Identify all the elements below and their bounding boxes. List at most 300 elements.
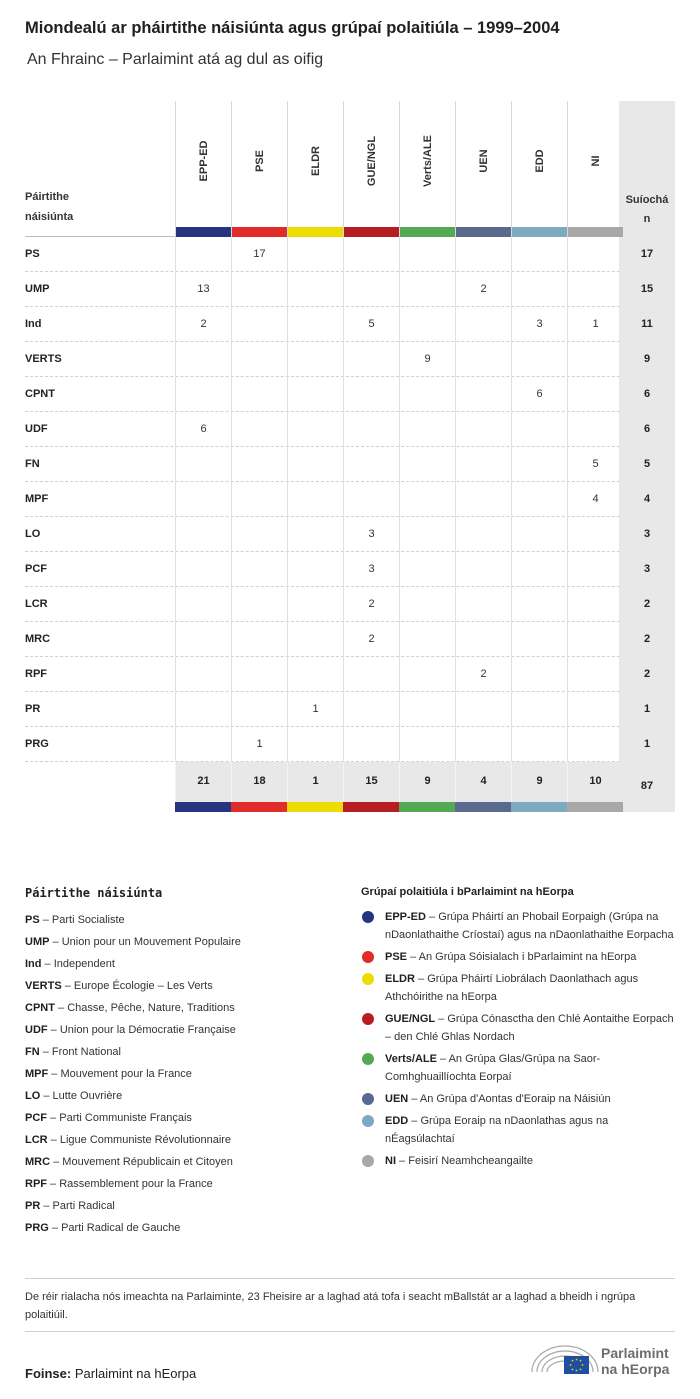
seat-cell [399,272,455,307]
legend-name: Rassemblement pour la France [59,1178,213,1190]
party-name: RPF [25,668,47,680]
legend-abbr: EDD [385,1115,409,1127]
party-name: MPF [25,493,49,505]
seat-cell [175,622,231,657]
totals-row [25,762,675,812]
party-name: CPNT [25,388,55,400]
legend-item: PRG – Parti Radical de Gauche [25,1222,181,1234]
seat-cell [175,657,231,692]
seat-cell [175,482,231,517]
seat-cell [511,727,567,762]
legend-name: Grúpa Pháirtí Liobrálach Daonlathach agus Athchóirithe na hEorpa [385,973,639,1003]
color-dot-icon [362,1013,374,1025]
seat-cell [455,727,511,762]
color-dot-icon [362,911,374,923]
seat-cell [343,412,399,447]
seat-cell [287,622,343,657]
legend-name: Ligue Communiste Révolutionnaire [59,1134,232,1146]
legend-name: Union pour un Mouvement Populaire [61,936,241,948]
seat-cell [511,237,567,272]
seat-cell: 2 [343,622,399,657]
seat-cell [399,622,455,657]
legend-abbr: PRG [25,1222,49,1234]
seat-cell [231,587,287,622]
legend-name: Grúpa Eoraip na nDaonlathas agus na nÉagsúlachtaí [385,1115,609,1145]
seat-cell [287,412,343,447]
seat-cell [511,657,567,692]
party-name: LCR [25,598,48,610]
row-total: 6 [619,377,675,412]
seat-cell [343,727,399,762]
legend-name: Mouvement Républicain et Citoyen [62,1156,233,1168]
table-row [25,272,675,307]
legend-item: NI – Feisirí Neamhcheangailte [361,1152,677,1170]
seat-cell [175,447,231,482]
seat-cell [567,272,623,307]
seat-cell [231,307,287,342]
table-row [25,237,675,272]
legend-name: Grúpa Pháirtí an Phobail Eorpaigh (Grúpa na nDaonlathaithe Críostaí) agus na nDaonlathaithe Eorpacha [385,911,674,941]
seat-cell [343,377,399,412]
group-label: UEN [477,149,490,173]
source-line [25,1366,196,1381]
color-dot-icon [362,1155,374,1167]
group-color-bar [287,802,343,812]
party-name: UDF [25,423,48,435]
group-legend [361,886,677,1174]
seat-cell: 1 [287,692,343,727]
seat-cell [175,377,231,412]
party-name: Ind [25,318,42,330]
seat-cell: 1 [231,727,287,762]
seat-cell [399,727,455,762]
seat-cell [567,657,623,692]
seat-cell [231,412,287,447]
legend-item: PCF – Parti Communiste Français [25,1112,192,1124]
legend-abbr: Ind [25,958,42,970]
seat-cell: 2 [343,587,399,622]
seat-cell [399,237,455,272]
group-column-header [399,101,455,237]
seat-cell [399,412,455,447]
legend-abbr: UMP [25,936,50,948]
seat-cell [511,517,567,552]
legend-item: UEN – An Grúpa d'Aontas d'Eoraip na Náisiún [361,1090,677,1108]
group-column-header [511,101,567,237]
grand-total: 87 [619,762,675,812]
row-total: 2 [619,657,675,692]
seat-cell [567,587,623,622]
legend-abbr: FN [25,1046,40,1058]
group-color-bar [344,227,399,237]
seat-cell: 3 [343,552,399,587]
seat-cell [175,727,231,762]
seat-cell [343,237,399,272]
seat-cell [287,482,343,517]
seat-cell [399,692,455,727]
seat-cell [287,657,343,692]
party-name: LO [25,528,41,540]
table-row [25,692,675,727]
seat-cell [399,307,455,342]
group-total: 15 [343,762,399,802]
party-header-line1: Páirtithe [25,191,70,203]
row-total: 4 [619,482,675,517]
group-color-bar [567,802,623,812]
legend-name: Grúpa Cónasctha den Chlé Aontaithe Eorpach – den Chlé Ghlas Nordach [385,1013,674,1043]
legend-item: LO – Lutte Ouvrière [25,1090,123,1102]
seat-cell [231,377,287,412]
legend-item: PSE – An Grúpa Sóisialach i bParlaimint na hEorpa [361,948,677,966]
seat-cell [455,377,511,412]
legend-name: Feisirí Neamhcheangailte [408,1155,533,1167]
legend-item: Ind – Independent [25,958,115,970]
seats-column-header [619,101,675,237]
row-total: 5 [619,447,675,482]
legend-abbr: LCR [25,1134,48,1146]
group-column-header [175,101,231,237]
seat-cell [455,517,511,552]
seat-cell [343,692,399,727]
seat-cell [455,307,511,342]
legend-abbr: RPF [25,1178,47,1190]
seat-cell [175,237,231,272]
seat-cell [343,447,399,482]
legend-name: Parti Radical de Gauche [61,1222,181,1234]
group-legend-title: Grúpaí polaitiúla i bParlaimint na hEorpa [361,886,574,898]
group-label: NI [589,155,602,167]
group-color-bar [456,227,511,237]
seat-cell [455,552,511,587]
seat-cell [287,447,343,482]
seat-cell [231,447,287,482]
legend-item: UDF – Union pour la Démocratie Française [25,1024,236,1036]
source-text: Parlaimint na hEorpa [74,1366,197,1381]
seat-cell [567,412,623,447]
group-total: 1 [287,762,343,802]
seat-cell [567,517,623,552]
party-header-line2: náisiúnta [25,211,74,223]
seat-cell [287,517,343,552]
legend-name: Chasse, Pêche, Nature, Traditions [67,1002,235,1014]
seat-cell [511,552,567,587]
seat-cell [343,482,399,517]
logo-line2: na hEorpa [601,1361,670,1377]
legend-name: Union pour la Démocratie Française [59,1024,236,1036]
seat-cell [175,342,231,377]
group-total: 4 [455,762,511,802]
seat-cell [511,622,567,657]
seat-cell [175,692,231,727]
party-name: PRG [25,738,49,750]
group-color-bar [512,227,567,237]
seat-cell [343,342,399,377]
color-dot-icon [362,951,374,963]
seat-cell [567,552,623,587]
seat-cell: 17 [231,237,287,272]
legend-abbr: GUE/NGL [385,1013,436,1025]
table-row [25,482,675,517]
seat-cell [399,587,455,622]
group-color-bar [400,227,455,237]
legend-abbr: VERTS [25,980,62,992]
row-total: 17 [619,237,675,272]
table-row [25,377,675,412]
seat-cell [343,657,399,692]
legend-abbr: MRC [25,1156,51,1168]
group-color-bar [399,802,455,812]
seat-cell [455,412,511,447]
table-row [25,517,675,552]
seat-cell [567,727,623,762]
hemicycle-icon [530,1342,600,1376]
legend-item: EDD – Grúpa Eoraip na nDaonlathas agus na nÉagsúlachtaí [361,1112,677,1148]
seat-cell [567,237,623,272]
legend-item: LCR – Ligue Communiste Révolutionnaire [25,1134,232,1146]
group-color-bar [175,802,231,812]
group-column-header [343,101,399,237]
logo-line1: Parlaimint [601,1345,669,1361]
legend-name: Independent [53,958,115,970]
legend-abbr: LO [25,1090,41,1102]
group-color-bar [343,802,399,812]
seat-cell [287,342,343,377]
party-name: MRC [25,633,51,645]
seat-cell: 4 [567,482,623,517]
page-title: Miondealú ar pháirtithe náisiúnta agus grúpaí polaitiúla – 1999–2004 [25,19,560,37]
seat-cell [511,692,567,727]
seat-cell [343,272,399,307]
group-total: 9 [511,762,567,802]
seat-cell [287,237,343,272]
legend-abbr: PSE [385,951,408,963]
seat-cell [399,377,455,412]
group-column-header [567,101,623,237]
seat-cell [287,377,343,412]
table-row [25,727,675,762]
color-dot-icon [362,1093,374,1105]
seat-cell [455,447,511,482]
seat-cell [511,447,567,482]
seat-cell: 5 [343,307,399,342]
group-label: EDD [533,149,546,173]
seat-cell [511,412,567,447]
seat-cell [455,342,511,377]
legend-item: CPNT – Chasse, Pêche, Nature, Traditions [25,1002,235,1014]
seat-cell [231,552,287,587]
seat-cell [399,657,455,692]
seat-cell [287,272,343,307]
table-row [25,307,675,342]
table-row [25,447,675,482]
party-column-header [25,187,73,227]
seat-cell [175,587,231,622]
seat-cell: 2 [455,657,511,692]
table-row [25,587,675,622]
row-total: 1 [619,692,675,727]
seats-header-line2: n [643,213,651,225]
seat-cell [567,692,623,727]
seat-cell [231,517,287,552]
group-color-bar [232,227,287,237]
seat-cell [511,587,567,622]
seat-cell [231,272,287,307]
seat-cell [455,587,511,622]
legend-name: An Grúpa Sóisialach i bParlaimint na hEorpa [418,951,637,963]
party-name: PCF [25,563,47,575]
seat-cell [399,552,455,587]
party-name: VERTS [25,353,62,365]
row-total: 11 [619,307,675,342]
legend-item: MPF – Mouvement pour la France [25,1068,192,1080]
legend-abbr: PS [25,914,40,926]
seat-cell: 6 [175,412,231,447]
seat-cell: 13 [175,272,231,307]
table-row [25,552,675,587]
party-name: PR [25,703,41,715]
row-total: 15 [619,272,675,307]
party-legend [25,886,345,1239]
seat-cell [231,622,287,657]
divider [25,1331,675,1332]
group-total: 10 [567,762,623,802]
seat-cell: 1 [567,307,623,342]
row-total: 3 [619,552,675,587]
seat-cell [567,342,623,377]
seat-cell [231,657,287,692]
party-name: UMP [25,283,50,295]
legend-name: Parti Communiste Français [59,1112,192,1124]
table-row [25,342,675,377]
legend-name: An Grúpa Glas/Grúpa na Saor-Comhghuaillíochta Eorpaí [385,1053,601,1083]
seat-cell [231,342,287,377]
seat-cell: 9 [399,342,455,377]
group-column-header [231,101,287,237]
party-name: PS [25,248,40,260]
page-subtitle: An Fhrainc – Parlaimint atá ag dul as oifig [27,51,324,68]
legend-item: PS – Parti Socialiste [25,914,125,926]
color-dot-icon [362,973,374,985]
seat-cell [455,237,511,272]
row-total: 2 [619,587,675,622]
legend-name: Parti Socialiste [51,914,125,926]
seat-cell: 2 [455,272,511,307]
row-total: 6 [619,412,675,447]
seats-table [25,101,675,812]
group-column-header [455,101,511,237]
seat-cell [455,482,511,517]
seat-cell [287,307,343,342]
legend-item: UMP – Union pour un Mouvement Populaire [25,936,241,948]
group-color-bar [231,802,287,812]
footnote: De réir rialacha nós imeachta na Parlaiminte, 23 Fheisire ar a laghad atá tofa i seacht mBallstát ar a laghad a bheidh i ngrúpa polaitiúil. [25,1291,636,1321]
party-legend-title: Páirtithe náisiúnta [25,886,163,900]
legend-item: GUE/NGL – Grúpa Cónasctha den Chlé Aontaithe Eorpach – den Chlé Ghlas Nordach [361,1010,677,1046]
row-total: 2 [619,622,675,657]
seat-cell [175,552,231,587]
group-label: GUE/NGL [365,135,378,187]
legend-item: VERTS – Europe Écologie – Les Verts [25,980,213,992]
seat-cell [567,622,623,657]
row-total: 3 [619,517,675,552]
legend-name: An Grúpa d'Aontas d'Eoraip na Náisiún [419,1093,611,1105]
legend-name: Lutte Ouvrière [52,1090,123,1102]
seat-cell [399,447,455,482]
legend-abbr: NI [385,1155,396,1167]
group-color-bar [455,802,511,812]
seat-cell [511,342,567,377]
seat-cell [567,377,623,412]
seat-cell [175,517,231,552]
seat-cell [455,692,511,727]
legend-abbr: PR [25,1200,41,1212]
group-total: 9 [399,762,455,802]
legend-abbr: UDF [25,1024,48,1036]
legend-item: Verts/ALE – An Grúpa Glas/Grúpa na Saor-Comhghuaillíochta Eorpaí [361,1050,677,1086]
row-total: 1 [619,727,675,762]
seat-cell [287,552,343,587]
group-label: Verts/ALE [421,135,434,187]
seat-cell [231,482,287,517]
legend-name: Mouvement pour la France [60,1068,192,1080]
legend-abbr: MPF [25,1068,49,1080]
group-label: PSE [253,149,266,173]
seat-cell [287,587,343,622]
row-total: 9 [619,342,675,377]
table-row [25,412,675,447]
seat-cell [399,517,455,552]
legend-name: Parti Radical [52,1200,115,1212]
table-row [25,622,675,657]
divider [25,1278,675,1279]
legend-name: Europe Écologie – Les Verts [73,980,213,992]
group-label: ELDR [309,146,322,176]
legend-abbr: CPNT [25,1002,55,1014]
color-dot-icon [362,1053,374,1065]
group-color-bar [176,227,231,237]
seat-cell: 3 [511,307,567,342]
seat-cell [399,482,455,517]
legend-abbr: UEN [385,1093,409,1105]
seat-cell [231,692,287,727]
source-label: Foinse: [25,1366,72,1381]
legend-abbr: EPP-ED [385,911,426,923]
party-name: FN [25,458,40,470]
group-color-bar [288,227,343,237]
seat-cell: 2 [175,307,231,342]
color-dot-icon [362,1115,374,1127]
legend-item: MRC – Mouvement Républicain et Citoyen [25,1156,233,1168]
table-row [25,657,675,692]
table-header [25,101,675,237]
group-color-bar [511,802,567,812]
legend-item: FN – Front National [25,1046,121,1058]
group-label: EPP-ED [197,140,210,182]
legend-item: RPF – Rassemblement pour la France [25,1178,213,1190]
seat-cell [287,727,343,762]
legend-abbr: ELDR [385,973,415,985]
seats-header-line1: Suíochá [625,194,669,206]
seat-cell [511,482,567,517]
seat-cell [455,622,511,657]
group-total: 18 [231,762,287,802]
legend-abbr: PCF [25,1112,47,1124]
group-color-bar [568,227,623,237]
legend-abbr: Verts/ALE [385,1053,437,1065]
legend-item: ELDR – Grúpa Pháirtí Liobrálach Daonlathach agus Athchóirithe na hEorpa [361,970,677,1006]
group-total: 21 [175,762,231,802]
table-body [25,237,675,762]
